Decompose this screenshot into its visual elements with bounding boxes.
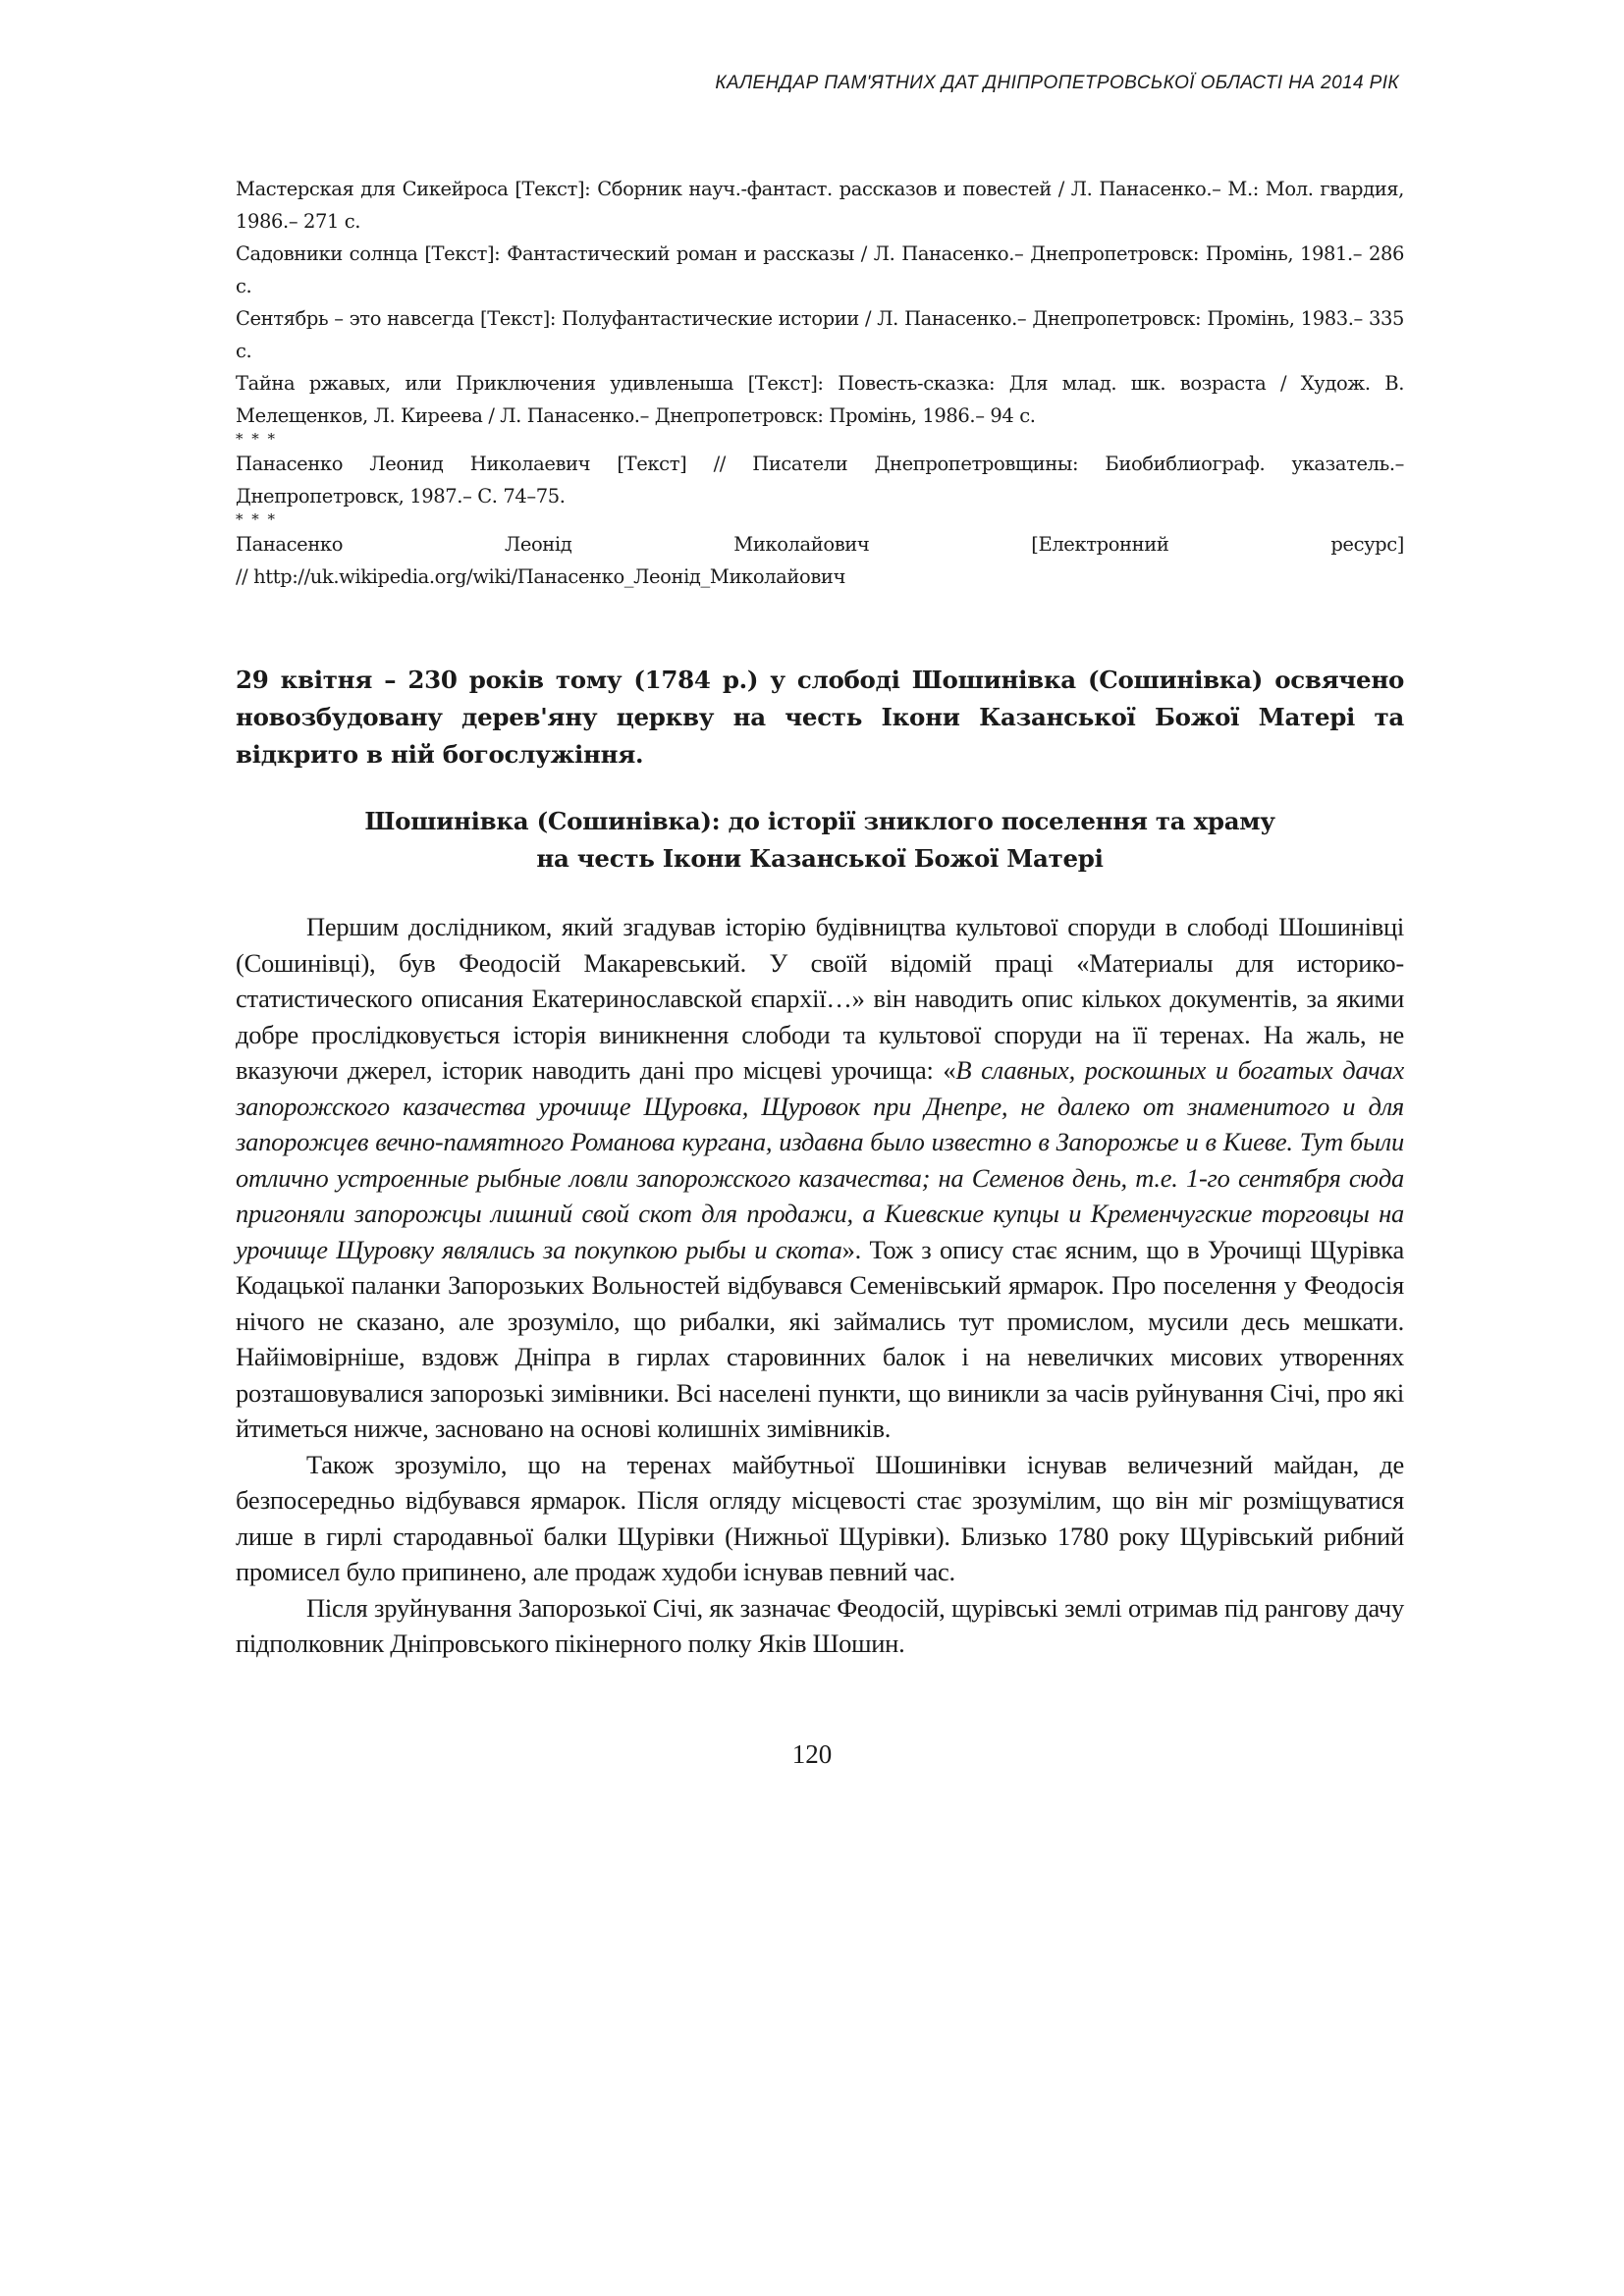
reference-url: // http://uk.wikipedia.org/wiki/Панасенко_Леонід_Миколайович bbox=[236, 565, 845, 588]
bibliography-entry: Сентябрь – это навсегда [Текст]: Полуфантастические истории / Л. Панасенко.– Днепропетровск: Промінь, 1983.– 335 с. bbox=[236, 307, 1404, 362]
italic-quotation: В славных, роскошных и богатых дачах запорожского казачества урочище Щуровка, Щуровок при Днепре, не далеко от знаменитого и для запорожцев вечно-памятного Романова кургана, издавна было известно в Запорожье и в Киеве. Тут были отлично устроенные рыбные ловли запорожского казачества; на Семенов день, т.е. 1-го сентября сюда пригоняли запорожцы лишний свой скот для продажи, а Киевские купцы и Кременчугские торговцы на урочище Щуровку являлись за покупкою рыбы и скота bbox=[236, 1055, 1404, 1264]
body-paragraph: Після зруйнування Запорозької Січі, як зазначає Феодосій, щурівські землі отримав під рангову дачу підполковник Дніпровського пікінерного полку Яків Шошин. bbox=[236, 1592, 1404, 1658]
reference-entry-spread-line bbox=[236, 528, 1404, 561]
bibliography-entry: Тайна ржавых, или Приключения удивленыша [Текст]: Повесть-сказка: Для млад. шк. возраста / Худож. В. Мелещенков, Л. Киреева / Л. Панасенко.– Днепропетровск: Промінь, 1986.– 94 с. bbox=[236, 372, 1404, 427]
reference-word: Панасенко bbox=[236, 533, 344, 556]
bibliography-entry: Садовники солнца [Текст]: Фантастический роман и рассказы / Л. Панасенко.– Днепропетровск: Промінь, 1981.– 286 с. bbox=[236, 242, 1404, 297]
separator-asterisks: * * * bbox=[236, 430, 278, 448]
reference-entry: Панасенко Леонид Николаевич [Текст] // Писатели Днепропетровщины: Биобиблиограф. указатель.– Днепропетровск, 1987.– С. 74–75. bbox=[236, 453, 1404, 507]
body-paragraph bbox=[236, 909, 1404, 1447]
article-title-line: Шошинівка (Сошинівка): до історії зниклого поселення та храму bbox=[364, 807, 1275, 835]
bibliography-section bbox=[236, 173, 1404, 593]
body-paragraph: Також зрозуміло, що на теренах майбутньої Шошинівки існував величезний майдан, де безпосередньо відбувався ярмарок. Після огляду місцевості стає зрозумілим, що він міг розміщуватися лише в гирлі стародавньої балки Щурівки (Нижньої Щурівки). Близько 1780 року Щурівський рибний промисел було припинено, але продаж худоби існував певний час. bbox=[236, 1449, 1404, 1586]
page-number: 120 bbox=[791, 1739, 833, 1769]
article-body bbox=[236, 909, 1404, 1662]
paragraph-text: ». Тож з опису стає ясним, що в Урочищі Щурівка Кодацької паланки Запорозьких Вольностей відбувався Семенівський ярмарок. Про поселення у Феодосія нічого не сказано, але зрозуміло, що рибалки, які займались тут промислом, мусили десь мешкати. Найімовірніше, вздовж Дніпра в гирлах старовинних балок і на невеличких мисових утвореннях розташовувалися запорозькі зимівники. Всі населені пункти, що виникли за часів руйнування Січі, про які йтиметься нижче, засновано на основі колишніх зимівників. bbox=[236, 1234, 1404, 1443]
reference-word: Миколайович bbox=[733, 533, 870, 556]
event-heading: 29 квітня – 230 років тому (1784 р.) у слободі Шошинівка (Сошинівка) освячено новозбудовану дерев'яну церкву на честь Ікони Казанської Божої Матері та відкрито в ній богослужіння. bbox=[236, 666, 1404, 769]
article-title bbox=[236, 803, 1404, 878]
article-title-line: на честь Ікони Казанської Божої Матері bbox=[536, 844, 1104, 873]
reference-word: Леонід bbox=[504, 533, 572, 556]
bibliography-entry: Мастерская для Сикейроса [Текст]: Сборник науч.-фантаст. рассказов и повестей / Л. Панасенко.– М.: Мол. гвардия, 1986.– 271 с. bbox=[236, 178, 1404, 233]
paragraph-text: Першим дослідником, який згадував історію будівництва культової споруди в слободі Шошинівці (Сошинівці), був Феодосій Макаревський. У своїй відомій праці «Материалы для историко-статистического описания Екатеринославской єпархії…» він наводить опис кількох документів, за якими добре прослідковується історія виникнення слободи та культової споруди на її теренах. На жаль, не вказуючи джерел, історик наводить дані про місцеві урочища: « bbox=[236, 912, 1404, 1085]
reference-word: ресурс] bbox=[1330, 533, 1404, 556]
running-header: КАЛЕНДАР ПАМ'ЯТНИХ ДАТ ДНІПРОПЕТРОВСЬКОЇ ОБЛАСТІ НА 2014 РІК bbox=[715, 73, 1399, 93]
separator-asterisks: * * * bbox=[236, 510, 278, 528]
reference-word: [Електронний bbox=[1031, 533, 1169, 556]
